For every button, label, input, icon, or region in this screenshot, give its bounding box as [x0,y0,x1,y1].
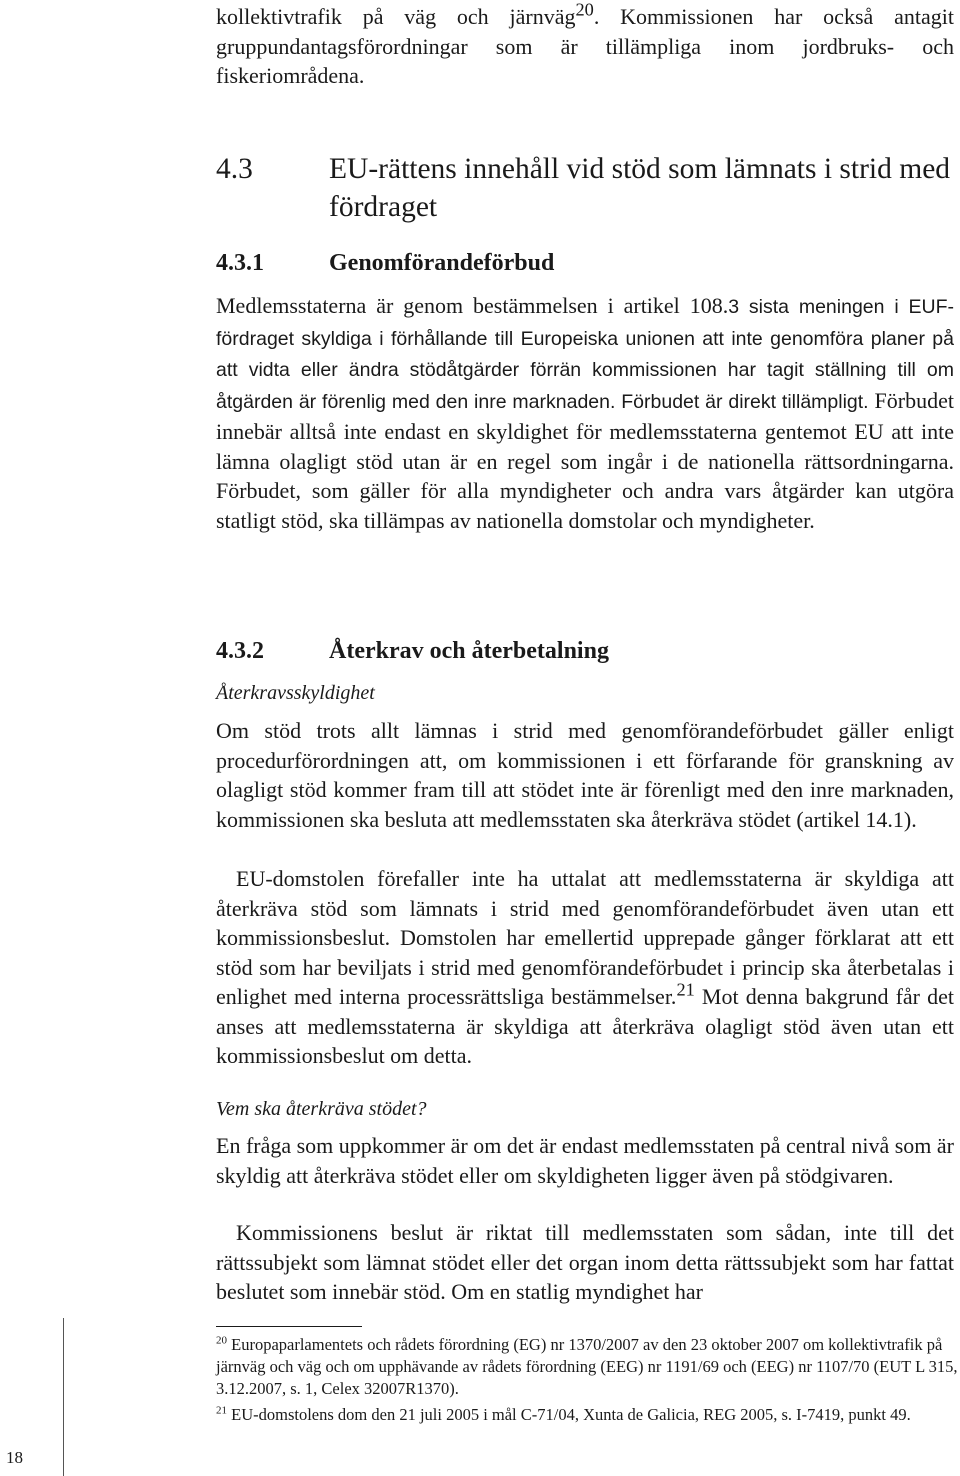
paragraph-text: Kommissionens beslut är riktat till medlemsstaten som sådan, inte till det rättssubjekt som lämnat stödet eller det organ inom detta rättssubjekt som har fattat beslutet som innebär stöd. Om en statlig myndighet har [216,1220,954,1304]
genomforandeforbud-paragraph [216,291,954,535]
footnote-separator [216,1326,362,1327]
page-margin-line [63,1318,64,1476]
subheading-vem-ska-aterkrava: Vem ska återkräva stödet? [216,1098,427,1120]
paragraph-text: . Kommissionen har också antagit gruppundantagsförordningar som är tillämpliga inom jordbruks- och fiskeriområdena. [216,4,954,88]
footnote-marker: 20 [216,1334,227,1347]
continued-paragraph [216,2,954,91]
section-title: Återkrav och återbetalning [329,638,609,664]
paragraph-a [216,716,954,834]
paragraph-c [216,1131,954,1190]
section-heading-4-3-1 [216,248,960,278]
section-title: EU-rättens innehåll vid stöd som lämnats i strid med fördraget [329,153,951,223]
footnote-text: EU-domstolens dom den 21 juli 2005 i mål C-71/04, Xunta de Galicia, REG 2005, s. I-7419, punkt 49. [227,1405,911,1424]
footnote-text: Europaparlamentets och rådets förordning (EG) nr 1370/2007 av den 23 oktober 2007 om kollektivtrafik på järnväg och väg och om upphävande av rådets förordning (EEG) nr 1191/69 och (EEG) nr 1107/70 (EUT L 315, 3.12.2007, s. 1, Celex 32007R1370). [216,1335,958,1398]
paragraph-b [216,864,954,1071]
paragraph-text: Mot denna bakgrund får det anses att medlemsstaterna är skyldiga att återkräva olagligt stöd även utan ett kommissionsbeslut om detta. [216,984,954,1068]
footnote-ref-21[interactable]: 21 [676,979,695,1000]
section-title: Genomförandeförbud [329,250,555,276]
paragraph-text: kollektivtrafik på väg och järnväg [216,4,576,29]
paragraph-text: Förbudet innebär alltså inte endast en skyldighet för medlemsstaterna gentemot EU att inte lämna olagligt stöd utan är en regel som ingår i de nationella rättsordningarna. Förbudet, som gäller för alla myndigheter och andra vars åtgärder kan utgöra statligt stöd, ska tillämpas av nationella domstolar och myndigheter. [216,387,954,533]
section-number: 4.3 [216,153,253,185]
paragraph-d [216,1218,954,1307]
paragraph-text: Medlemsstaterna är genom bestämmelsen i artikel 108. [216,293,729,318]
footnote-21 [216,1404,960,1426]
paragraph-text: En fråga som uppkommer är om det är endast medlemsstaten på central nivå som är skyldig att återkräva stödet eller om skyldigheten ligger även på stödgivaren. [216,1133,954,1188]
footnote-marker: 21 [216,1404,227,1417]
footnote-ref-20[interactable]: 20 [575,0,594,20]
subheading-aterkravsskyldighet: Återkravsskyldighet [216,682,375,704]
section-number: 4.3.2 [216,638,264,664]
page-number: 18 [6,1448,23,1467]
paragraph-text-sans: 3 sista meningen i EUF-fördraget skyldiga i förhållande till Europeiska unionen att inte genomföra planer på att vidta eller ändra stödåtgärder förrän kommissionen har tagit ställning till om åtgärden är förenlig med den inre marknaden. Förbudet är direkt tillämpligt. [216,296,954,413]
section-heading-4-3-2 [216,636,960,666]
section-number: 4.3.1 [216,250,264,276]
paragraph-text: EU-domstolen förefaller inte ha uttalat att medlemsstaterna är skyldiga att återkräva stöd som lämnats i strid med genomförandeförbudet även utan ett kommissionsbeslut. Domstolen har emellertid upprepade gånger förklarat att ett stöd som har beviljats i strid med genomförandeförbudet i princip ska återbetalas i enlighet med interna processrättsliga bestämmelser. [216,866,954,1009]
section-heading-4-3 [216,150,960,230]
paragraph-text: Om stöd trots allt lämnas i strid med genomförandeförbudet gäller enligt procedurförordningen att, om kommissionen i ett förfarande för granskning av olagligt stöd kommer fram till att stödet inte är förenligt med den inre marknaden, kommissionen ska besluta att medlemsstaten ska återkräva stödet (artikel 14.1). [216,718,954,832]
footnote-20 [216,1334,960,1400]
